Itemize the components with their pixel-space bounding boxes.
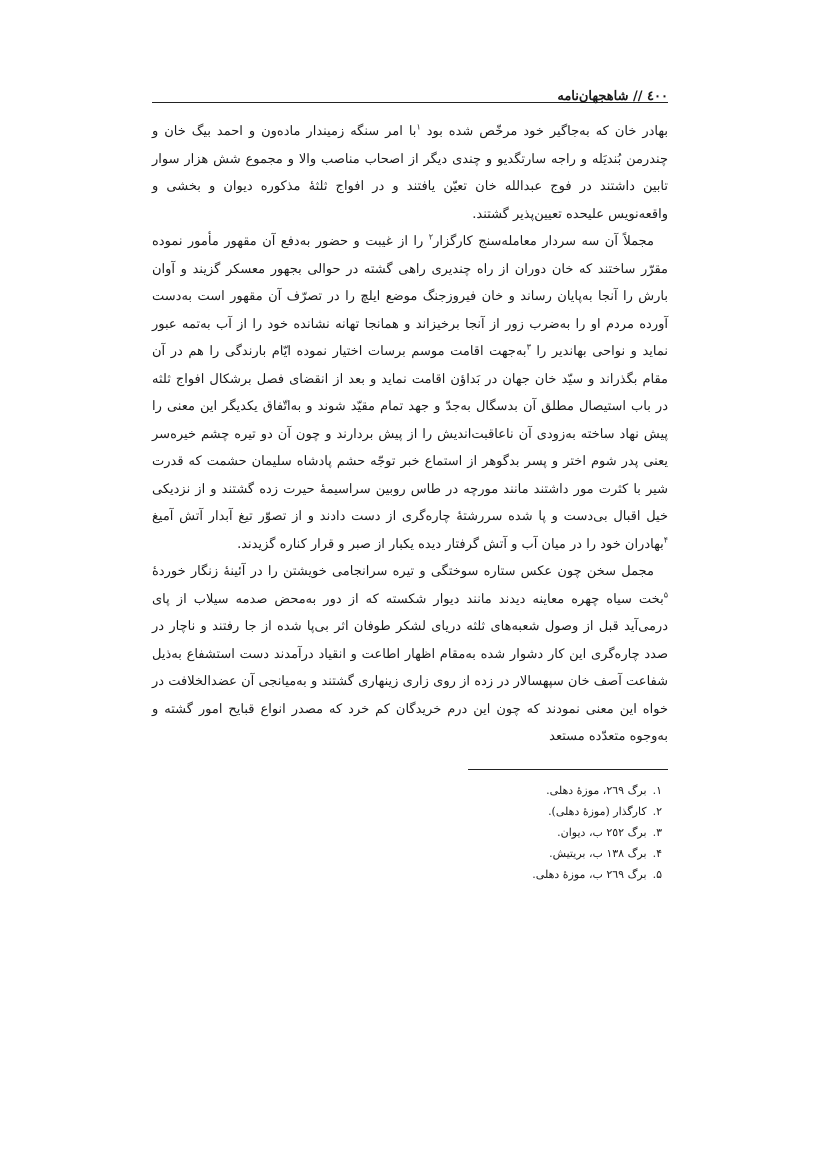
footnotes xyxy=(152,780,662,885)
footnote-item xyxy=(152,780,662,801)
footnote-item xyxy=(152,864,662,885)
body-text xyxy=(152,118,668,751)
footnote-ref-5: ۵ xyxy=(663,590,668,600)
footnote-number: ۴. xyxy=(652,847,662,860)
footnote-ref-3: ۳ xyxy=(526,342,531,352)
footnote-rule xyxy=(468,769,668,770)
paragraph-3-text-a: مجمل سخن چون عکس ستاره سوختگی و تیره سرانجامی خویشتن را در آئینهٔ زنگار خوردهٔ xyxy=(152,564,654,579)
footnote-number: ۵. xyxy=(652,868,662,881)
header-rule xyxy=(152,102,668,103)
paragraph-2-text-d: بهادران خود را در میان آب و آتش گرفتار دیده یکبار از صبر و قرار کناره گزیدند. xyxy=(237,536,664,552)
footnote-number: ۳. xyxy=(652,826,662,839)
paragraph-3 xyxy=(152,558,668,751)
footnote-text: برگ ١٣٨ ب، بریتیش. xyxy=(549,847,647,860)
footnote-item xyxy=(152,822,662,843)
footnote-text: برگ ٢٦٩ ب، موزهٔ دهلی. xyxy=(532,868,647,881)
running-header xyxy=(152,74,668,104)
paragraph-2-text-b: را از غیبت و حضور به‌دفع آن مقهور مأمور نموده مقرّر ساختند که خان دوران از راه چندیری راهی گشته در حوالی بجهور معسکر گزیند و آوان بارش را آنجا به‌پایان رساند و خان فیروزجنگ موضع ایلچ را در تصرّف آن مقهور است به‌دست آورده مردم او را به‌ضرب زور از آنجا برخیزاند و همانجا تهانه نشانده خود را از آب به‌تمه عبور نماید و نواحی بهاندیر را xyxy=(152,234,668,359)
footnote-ref-2: ۲ xyxy=(428,232,434,242)
footnote-number: ۱. xyxy=(652,784,662,797)
paragraph-2-text-a: مجملاً آن سه سردار معامله‌سنج کارگزار xyxy=(433,234,655,249)
paragraph-2-text-c: به‌جهت اقامت موسم برسات اختیار نموده ایّام بارندگی را هم در آن مقام بگذراند و سیّد خان جهان در بَداؤن اقامت نماید و بعد از انقضای فصل برشکال افواج ثلثه در باب استیصال مطلق آن بدسگال به‌جدّ و جهد تمام مقیّد شوند و به‌اتّفاق یکدیگر این معنی را پیش نهاد ساخته به‌زودی آن ناعاقبت‌اندیش را از پیش بردارند و چون آن دو تیره چشم خیره‌سر یعنی پدر شوم اختر و پسر بدگوهر از استماع خبر توجّه حشم پادشاه سلیمان حشمت که قدرت شیر با کثرت مور داشتند مانند مورچه در طاس روبین سراسیمهٔ حیرت زده گشتند و از نزدیکی خیل اقبال بی‌دست و پا شده سررشتهٔ چاره‌گری از دست دادند و از تصوّر تیغ آبدار آتش آمیغ xyxy=(152,344,668,524)
running-head-text: ٤٠٠ // شاهجهان‌نامه xyxy=(557,89,668,104)
footnote-ref-4: ۴ xyxy=(663,535,668,545)
footnote-text: برگ ٢٦٩، موزهٔ دهلی. xyxy=(546,784,647,797)
footnote-text: کارگذار (موزهٔ دهلی). xyxy=(548,805,647,818)
footnote-item xyxy=(152,843,662,864)
footnote-text: برگ ٢٥٢ ب، دیوان. xyxy=(557,826,647,839)
paragraph-1-text-a: بهادر خان که به‌جاگیر خود مرخّص شده بود xyxy=(426,124,668,139)
paragraph-1 xyxy=(152,118,668,228)
footnote-ref-1: ۱ xyxy=(416,122,421,132)
paragraph-2 xyxy=(152,228,668,558)
footnote-number: ۲. xyxy=(652,805,662,818)
paragraph-3-text-b: بخت سیاه چهره معاینه دیدند مانند دیوار شکسته که از دور به‌محض صدمه سیلاب از پای درمی‌آید قبل از وصول شعبه‌های ثلثه دریای لشکر طوفان اثر بی‌پا شده از جا رفتند و ناچار در صدد چاره‌گری این کار دشوار شده به‌مقام اظهار اطاعت و انقیاد درآمدند دست استشفاع به‌ذیل شفاعت آصف خان سپهسالار در زده از روی زاری زینهاری گشتند و به‌میانجی آن عضدالخلافت در خواه این معنی نمودند که چون این درم خریدگان کم خرد که مصدر انواع قبایح امور گشته و به‌وجوه متعدّده مستعد xyxy=(152,591,668,744)
footnote-item xyxy=(152,801,662,822)
paragraph-1-text-b: با امر سنگه زمیندار ماده‌ون و احمد بیگ خان و چندرمن بُندیَله و راجه سارتگدیو و چندی دیگر از اصحاب مناصب والا و مجموع شش هزار سوار تابین داشتند در فوج عبدالله خان تعیّن یافتند و در افواج ثلثهٔ مذکوره دیوان و بخشی و واقعه‌نویس علیحده تعیین‌پذیر گشتند. xyxy=(152,124,668,222)
